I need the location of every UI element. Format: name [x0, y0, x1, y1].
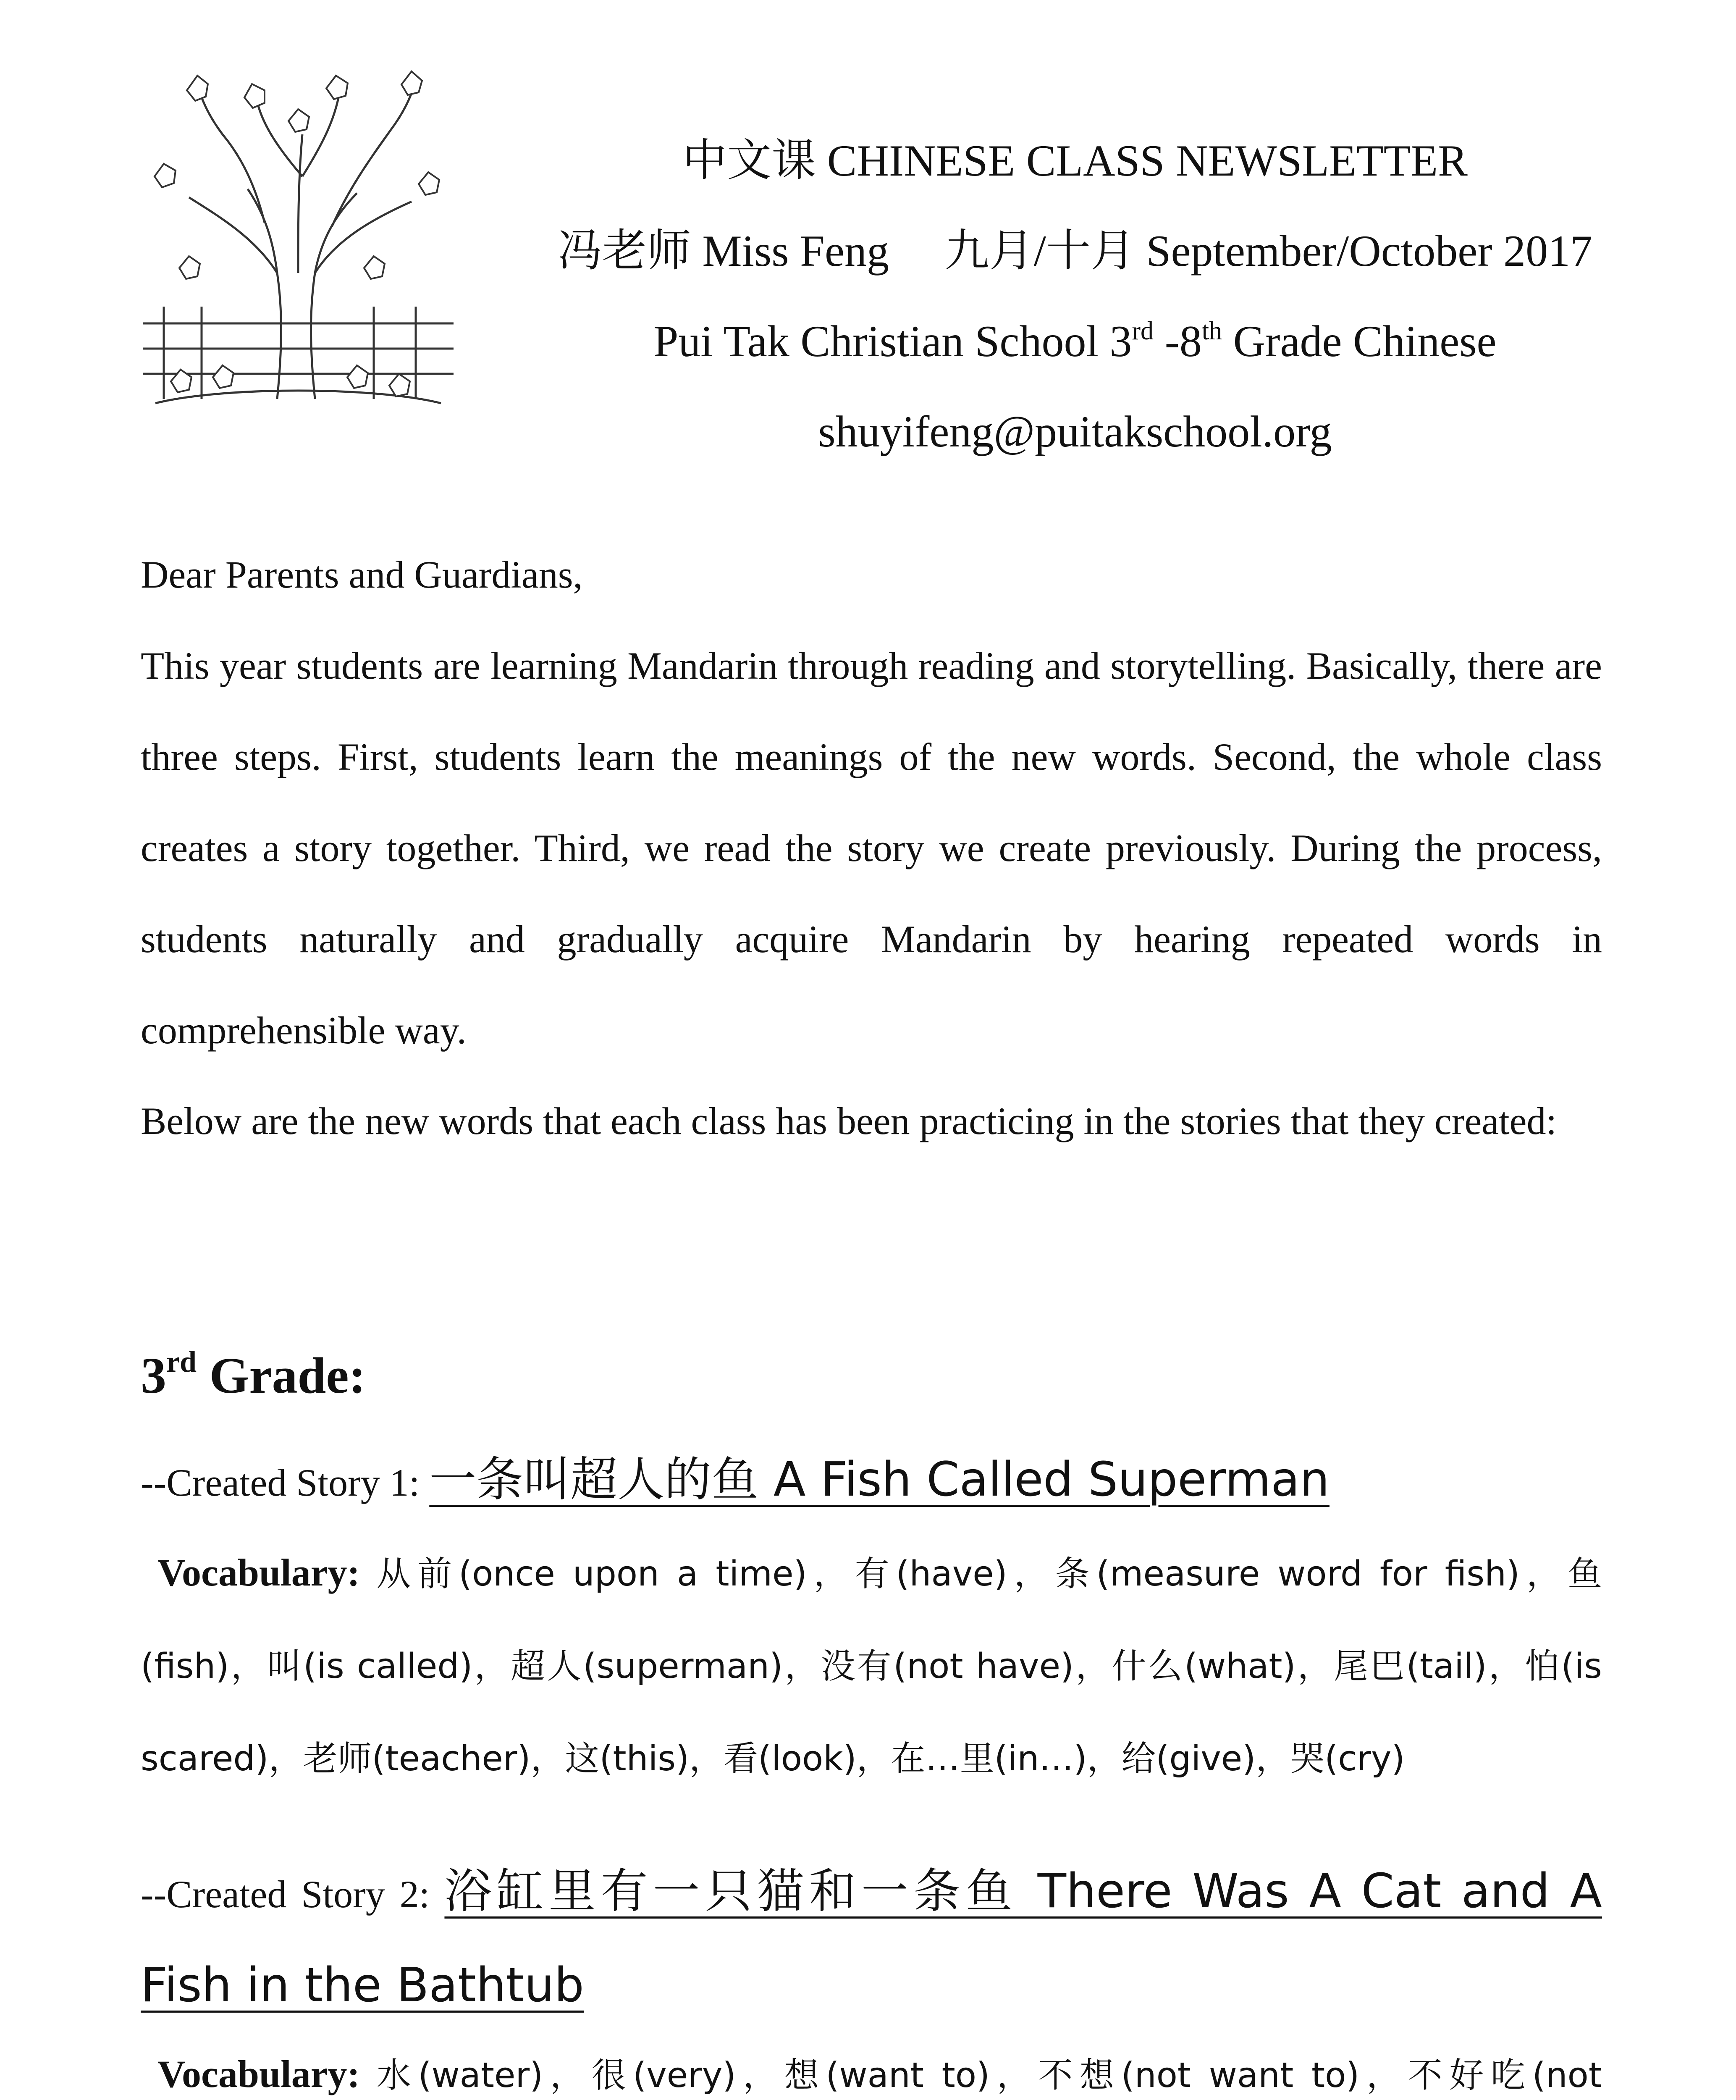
story-2-vocabulary: [141, 2029, 1602, 2100]
vocabulary-label: Vocabulary:: [157, 1551, 360, 1594]
teacher-and-date: [462, 226, 1688, 276]
story-2-title: 浴缸里有一只猫和一条鱼 There Was A Cat and A Fish in the Bathtub: [141, 1864, 1602, 2013]
teacher-name: 冯老师 Miss Feng: [557, 226, 889, 276]
story-1-line: [141, 1434, 1602, 1528]
story-1-vocab-words: 从前(once upon a time)，有(have)，条(measure word for fish)，鱼(fish)，叫(is called)，超人(superman)，没有(not have)，什么(what)，尾巴(tail)，怕(is scared)，老师(teacher)，这(this)，看(look)，在…里(in…)，给(give)，哭(cry): [141, 1554, 1602, 1779]
newsletter-title: 中文课 CHINESE CLASS NEWSLETTER: [682, 136, 1468, 185]
vocab-intro-paragraph: Below are the new words that each class has been practicing in the stories that they created:: [141, 1100, 1557, 1142]
greeting: Dear Parents and Guardians,: [141, 553, 583, 596]
story-2-vocab-words: 水(water)，很(very)，想(want to)，不想(not want to)，不好吃(not: [376, 2055, 1602, 2095]
story-2-label: --Created Story 2:: [141, 1873, 430, 1916]
story-1-title: 一条叫超人的鱼 A Fish Called Superman: [429, 1452, 1330, 1507]
story-1-vocabulary: [141, 1527, 1602, 1804]
vocabulary-label: Vocabulary:: [157, 2053, 360, 2095]
story-2-line: [141, 1846, 1602, 2034]
grade-3-heading: 3rd Grade:: [141, 1345, 366, 1404]
autumn-tree-logo: [139, 38, 458, 420]
newsletter-date: 九月/十月 September/October 2017: [944, 226, 1593, 276]
intro-paragraph: This year students are learning Mandarin through reading and storytelling. Basically, there are three steps. First, students learn the meanings of the new words. Second, the whole class creates a story together. Third, we read the story we create previously. During the process, students naturally and gradually acquire Mandarin by hearing repeated words in comprehensible way.: [141, 644, 1602, 1052]
story-1-label: --Created Story 1:: [141, 1461, 420, 1504]
teacher-email[interactable]: shuyifeng@puitakschool.org: [818, 407, 1332, 456]
school-line: Pui Tak Christian School 3rd -8th Grade Chinese: [653, 317, 1497, 366]
